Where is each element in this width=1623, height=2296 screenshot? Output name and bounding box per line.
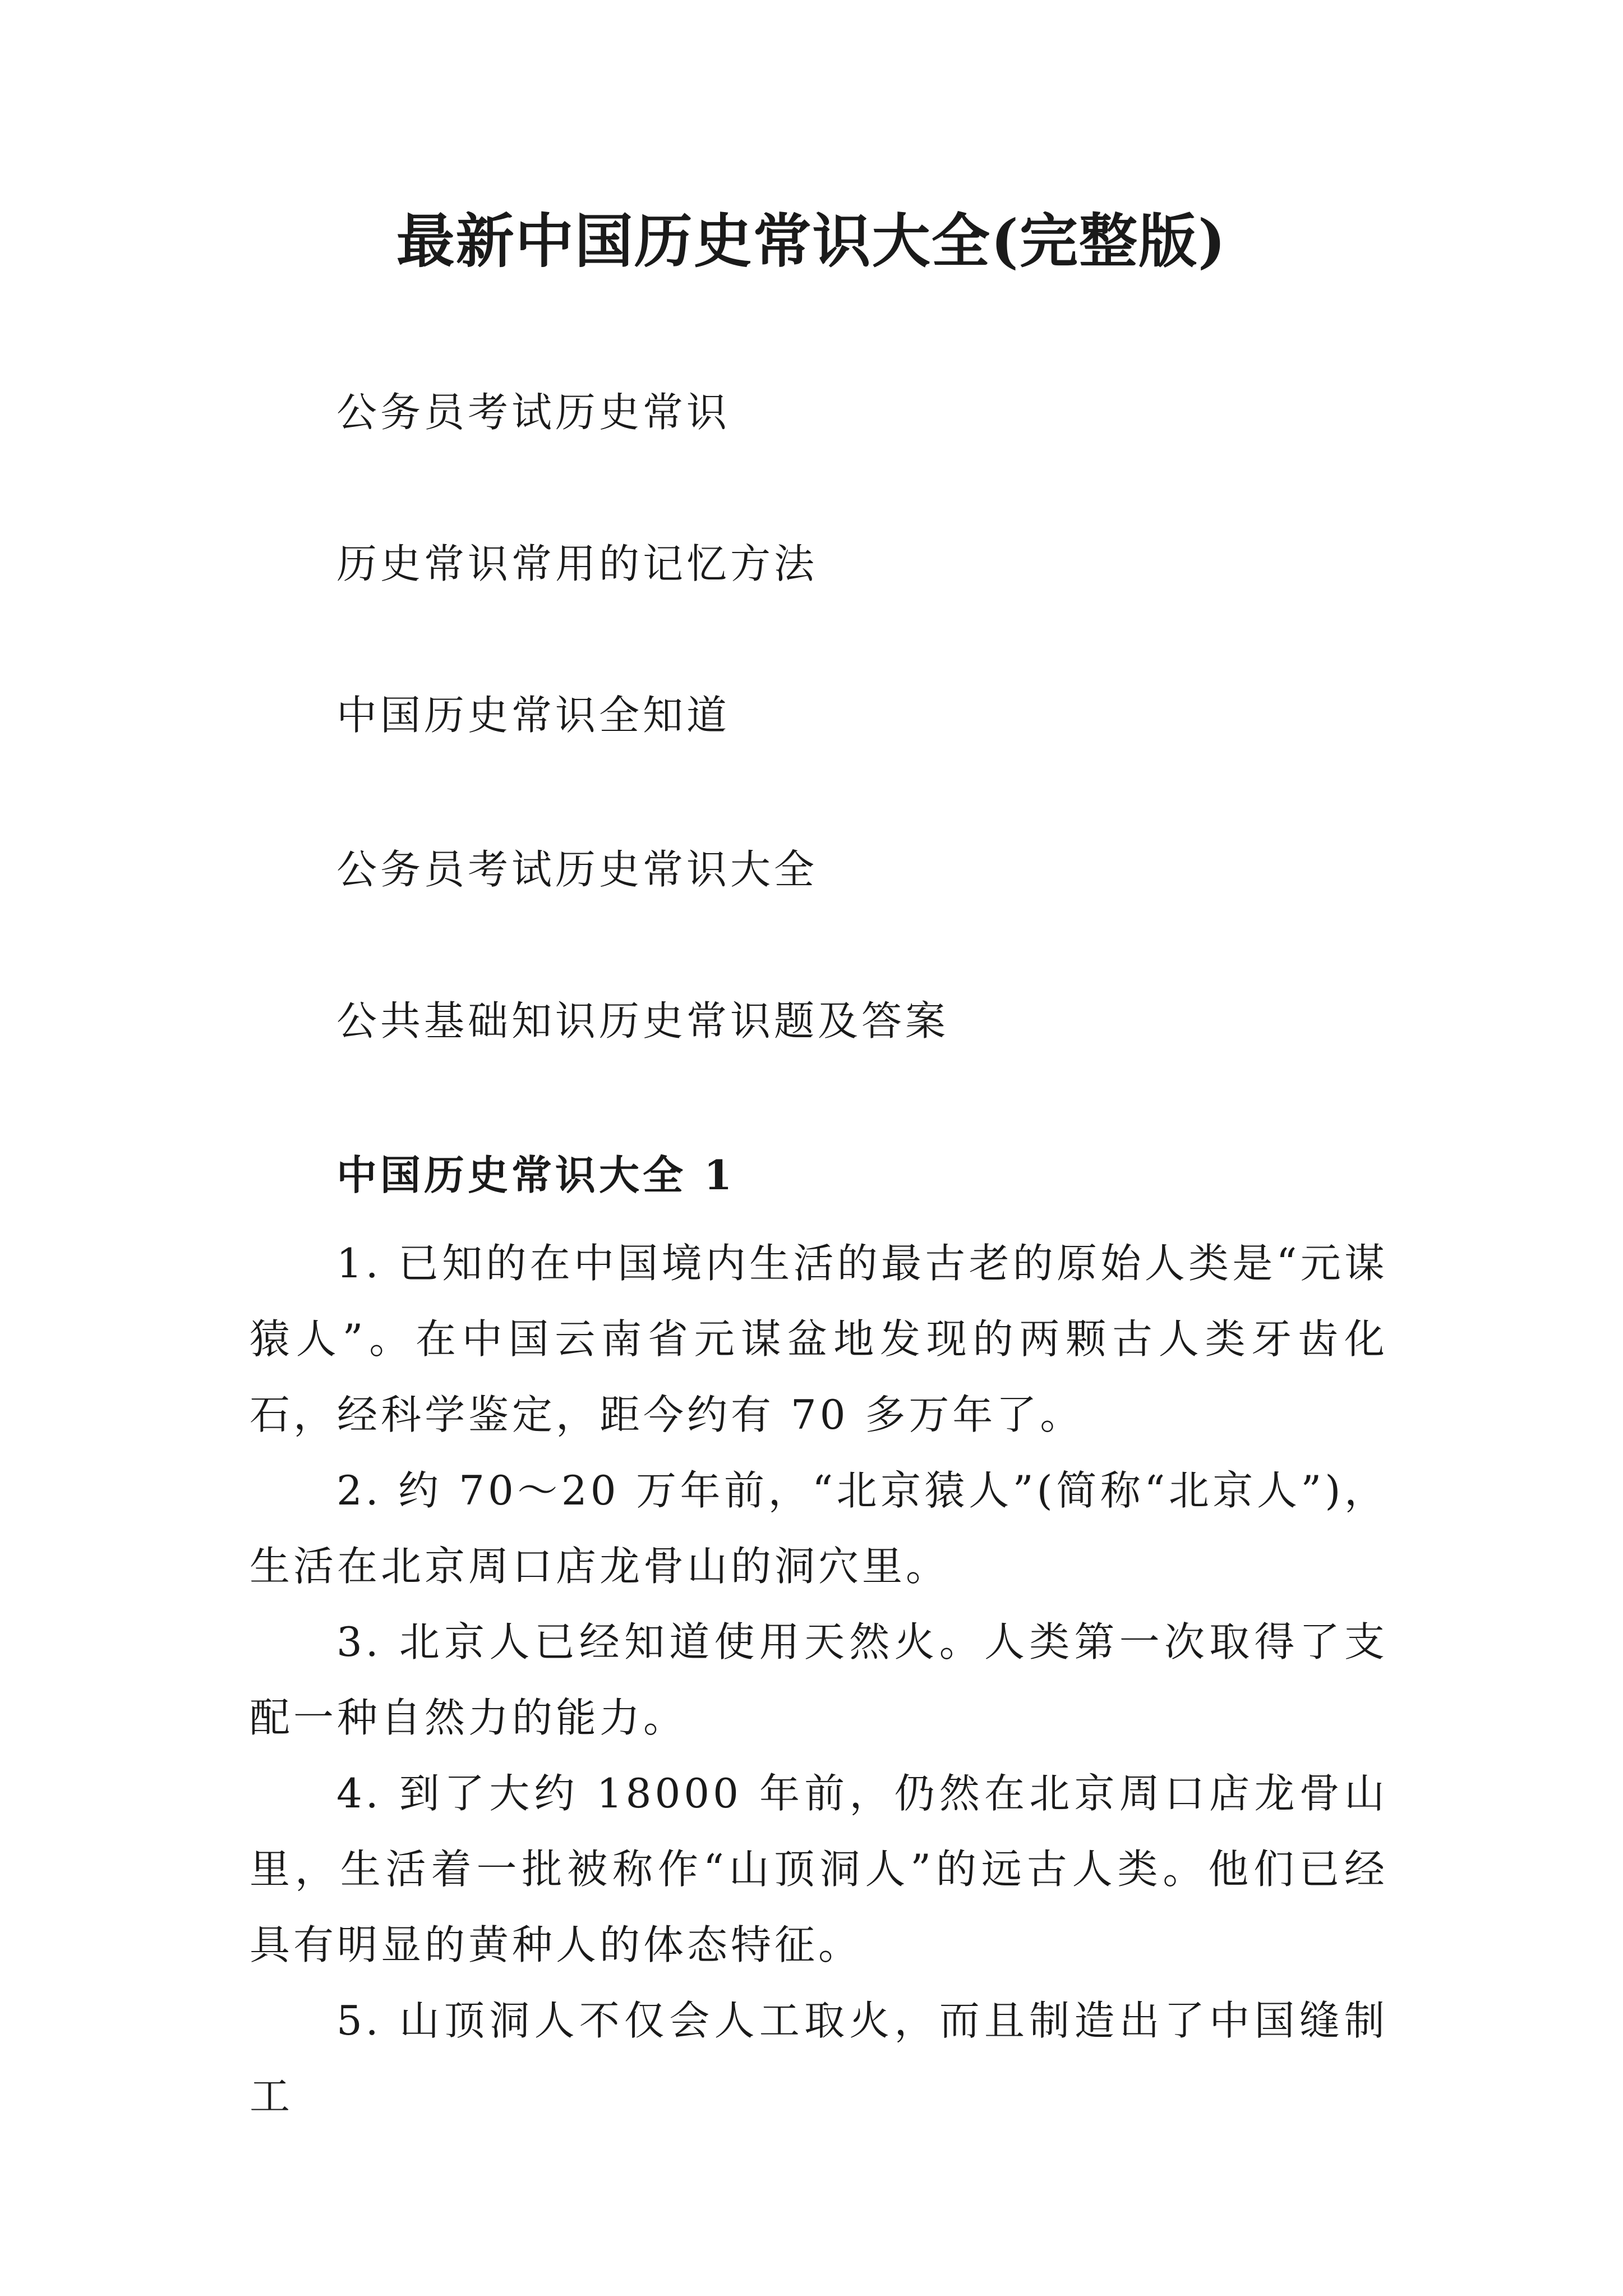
paragraph-5: 5. 山顶洞人不仅会人工取火，而且制造出了中国缝制工: [250, 1997, 1388, 2120]
paragraph-2: 2. 约 70～20 万年前，“北京猿人”(简称“北京人”)，生活在北京周口店龙骨山的洞穴里。: [250, 1467, 1388, 1590]
toc-item-5: 公共基础知识历史常识题及答案: [336, 997, 949, 1045]
paragraph-4: 4. 到了大约 18000 年前，仍然在北京周口店龙骨山里，生活着一批被称作“山顶洞人”的远古人类。他们已经具有明显的黄种人的体态特征。: [250, 1770, 1388, 1968]
section-heading: 中国历史常识大全 1: [336, 1151, 736, 1199]
toc-item-4: 公务员考试历史常识大全: [336, 846, 818, 893]
toc-item-1: 公务员考试历史常识: [336, 389, 731, 436]
toc-item-2: 历史常识常用的记忆方法: [336, 540, 818, 587]
toc-item-3: 中国历史常识全知道: [336, 692, 731, 739]
body-text: [250, 1226, 1388, 2134]
paragraph-3: 3. 北京人已经知道使用天然火。人类第一次取得了支配一种自然力的能力。: [250, 1618, 1388, 1741]
document-title: 最新中国历史常识大全(完整版): [396, 206, 1227, 275]
paragraph-1: 1. 已知的在中国境内生活的最古老的原始人类是“元谋猿人”。在中国云南省元谋盆地发现的两颗古人类牙齿化石，经科学鉴定，距今约有 70 多万年了。: [250, 1240, 1388, 1438]
